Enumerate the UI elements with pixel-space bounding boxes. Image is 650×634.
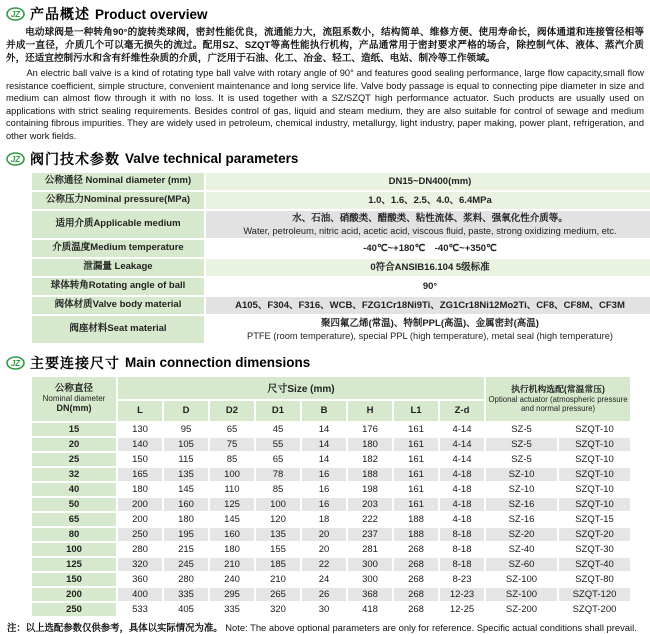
- dimension-value-cell: 100: [210, 468, 254, 481]
- dimension-row: [32, 573, 630, 586]
- dimension-value-cell: 188: [394, 513, 438, 526]
- dimension-value-cell: 14: [302, 423, 346, 436]
- dimensions-title-zh: 主要连接尺寸: [30, 354, 120, 371]
- dimension-value-cell: SZ-40: [486, 543, 557, 556]
- dimension-value-cell: SZQT-10: [559, 468, 630, 481]
- dimension-value-cell: 4-18: [440, 513, 484, 526]
- dimension-value-cell: SZ-200: [486, 603, 557, 616]
- dimension-value-cell: 268: [394, 573, 438, 586]
- dimension-value-cell: 182: [348, 453, 392, 466]
- dimensions-table: [30, 375, 632, 618]
- dimension-value-cell: 180: [348, 438, 392, 451]
- dimension-value-cell: 335: [164, 588, 208, 601]
- param-value-cell: [206, 316, 650, 343]
- param-value-cell: [206, 259, 650, 276]
- dimension-value-cell: 4-18: [440, 483, 484, 496]
- dimension-value-cell: 203: [348, 498, 392, 511]
- dimension-value-cell: 130: [118, 423, 162, 436]
- dimension-value-cell: 320: [118, 558, 162, 571]
- dimension-value-cell: SZQT-10: [559, 498, 630, 511]
- section-heading-dimensions: [6, 353, 646, 373]
- dimension-value-cell: 265: [256, 588, 300, 601]
- dimension-row: [32, 588, 630, 601]
- param-label-cell: 介质温度Medium temperature: [32, 240, 204, 257]
- dimension-value-cell: 4-14: [440, 423, 484, 436]
- dimension-value-cell: 16: [302, 498, 346, 511]
- dimension-value-cell: 405: [164, 603, 208, 616]
- dn-header-zh: 公称直径: [54, 383, 93, 395]
- dimension-value-cell: 14: [302, 453, 346, 466]
- dimension-value-cell: SZQT-30: [559, 543, 630, 556]
- dimension-value-cell: 8-18: [440, 528, 484, 541]
- dimension-value-cell: SZQT-40: [559, 558, 630, 571]
- dimension-value-cell: 55: [256, 438, 300, 451]
- overview-paragraph-zh: 电动球阀是一种转角90°的旋转类球阀，密封性能优良，流通能力大，流阻系数小，结构简单、维修方便、使用寿命长，阀体通道和连接管径相等并成一直径，介质几个可以毫无损失的流过。配用SZ、SZQT等高性能执行机构，产品通常用于密封要求严格的场合，除控制气体、液体、蒸汽介质外，还适宜控制污水和含有纤维性杂质的介质，广泛用于石油、化工、冶金、轻工、造纸、电站、制冷等工作领域。: [6, 27, 644, 64]
- dimension-value-cell: 245: [164, 558, 208, 571]
- size-col-header: L: [118, 401, 162, 421]
- dimension-value-cell: 85: [256, 483, 300, 496]
- dimension-value-cell: SZQT-20: [559, 528, 630, 541]
- dimension-value-cell: 240: [210, 573, 254, 586]
- dimension-value-cell: 16: [302, 468, 346, 481]
- dimension-value-cell: 161: [394, 438, 438, 451]
- dimension-value-cell: 20: [302, 543, 346, 556]
- dimension-row: [32, 483, 630, 496]
- size-col-header: D1: [256, 401, 300, 421]
- param-value-line-en: Water, petroleum, nitric acid, acetic acid, viscous fluid, paste, strong oxidizing medium, etc.: [243, 225, 617, 236]
- dimension-value-cell: SZQT-10: [559, 453, 630, 466]
- dimension-value-cell: 65: [256, 453, 300, 466]
- dimension-value-cell: 268: [394, 543, 438, 556]
- dimension-value-cell: 188: [348, 468, 392, 481]
- dimension-value-cell: 161: [394, 423, 438, 436]
- dimension-value-cell: 125: [210, 498, 254, 511]
- dn-value-cell: 40: [32, 483, 116, 496]
- dimension-value-cell: 18: [302, 513, 346, 526]
- dimension-value-cell: 268: [394, 603, 438, 616]
- dimensions-title-en: Main connection dimensions: [125, 355, 311, 371]
- param-label-cell: 泄漏量 Leakage: [32, 259, 204, 276]
- param-value-line-zh: 90°: [422, 280, 438, 292]
- param-value-line-zh: 水、石油、硝酸类、醋酸类、粘性流体、浆料、强氧化性介质等。: [292, 212, 568, 224]
- size-group-header: 尺寸Size (mm): [118, 377, 484, 399]
- dimension-value-cell: 215: [164, 543, 208, 556]
- size-col-header: H: [348, 401, 392, 421]
- dimension-value-cell: 12-23: [440, 588, 484, 601]
- dimension-value-cell: 161: [394, 468, 438, 481]
- param-value-cell: [206, 297, 650, 314]
- size-col-header: D2: [210, 401, 254, 421]
- dimension-value-cell: SZ-100: [486, 588, 557, 601]
- dimension-row: [32, 423, 630, 436]
- dimension-value-cell: 145: [210, 513, 254, 526]
- dimension-value-cell: 4-14: [440, 438, 484, 451]
- dn-value-cell: 200: [32, 588, 116, 601]
- dimension-value-cell: SZQT-80: [559, 573, 630, 586]
- param-value-cell: [206, 240, 650, 257]
- param-value-cell: [206, 278, 650, 295]
- dimension-value-cell: 135: [256, 528, 300, 541]
- dimension-value-cell: 300: [348, 573, 392, 586]
- size-col-header: Z-d: [440, 401, 484, 421]
- dimension-value-cell: 180: [118, 483, 162, 496]
- param-value-line-zh: DN15~DN400(mm): [388, 175, 472, 187]
- dimension-value-cell: SZQT-10: [559, 483, 630, 496]
- size-col-header: B: [302, 401, 346, 421]
- param-row: [32, 173, 650, 190]
- dimension-value-cell: 176: [348, 423, 392, 436]
- dimension-value-cell: 115: [164, 453, 208, 466]
- dimension-value-cell: 400: [118, 588, 162, 601]
- size-col-header: D: [164, 401, 208, 421]
- dimension-value-cell: 222: [348, 513, 392, 526]
- dimension-value-cell: SZ-5: [486, 453, 557, 466]
- dimension-value-cell: 185: [256, 558, 300, 571]
- dimension-row: [32, 438, 630, 451]
- dimension-value-cell: 280: [118, 543, 162, 556]
- dimension-value-cell: 280: [164, 573, 208, 586]
- param-label-cell: 适用介质Applicable medium: [32, 211, 204, 238]
- dimension-value-cell: 8-18: [440, 558, 484, 571]
- dimension-value-cell: 95: [164, 423, 208, 436]
- dimension-value-cell: SZQT-10: [559, 423, 630, 436]
- param-row: [32, 240, 650, 257]
- svg-text:JZ: JZ: [10, 10, 21, 19]
- dimension-value-cell: 4-14: [440, 453, 484, 466]
- dimension-value-cell: 145: [164, 483, 208, 496]
- dimension-value-cell: 165: [118, 468, 162, 481]
- dimension-value-cell: 180: [210, 543, 254, 556]
- dimension-value-cell: 300: [348, 558, 392, 571]
- param-value-line-zh: A105、F304、F316、WCB、FZG1Cr18Ni9Ti、ZG1Cr18Ni12Mo2Ti、CF8、CF8M、CF3M: [235, 299, 625, 311]
- dimension-value-cell: SZ-60: [486, 558, 557, 571]
- dn-header-cell: [32, 377, 116, 421]
- param-value-line-zh: 聚四氟乙烯(常温)、特制PPL(高温)、金属密封(高温): [321, 317, 539, 329]
- overview-title-en: Product overview: [95, 6, 208, 22]
- dimension-value-cell: 268: [394, 558, 438, 571]
- dimension-value-cell: 110: [210, 483, 254, 496]
- dimension-value-cell: 16: [302, 483, 346, 496]
- dimension-value-cell: 295: [210, 588, 254, 601]
- param-value-line-en: PTFE (room temperature), special PPL (high temperature), metal seal (high temperature): [247, 330, 613, 341]
- param-label-cell: 公称通径 Nominal diameter (mm): [32, 173, 204, 190]
- param-row: [32, 297, 650, 314]
- dimension-value-cell: 30: [302, 603, 346, 616]
- dn-header-en: Nominal diameter: [42, 394, 106, 404]
- footer-note-zh: 注：以上选配参数仅供参考，具体以实际情况为准。: [7, 621, 223, 633]
- dimension-value-cell: 533: [118, 603, 162, 616]
- dimension-value-cell: 200: [118, 513, 162, 526]
- parameters-table: [30, 171, 650, 345]
- brand-logo-icon: [6, 152, 25, 166]
- dimension-value-cell: 8-23: [440, 573, 484, 586]
- dimension-value-cell: 210: [256, 573, 300, 586]
- dimension-value-cell: SZ-100: [486, 573, 557, 586]
- param-label-cell: 阀座材料Seat material: [32, 316, 204, 343]
- dimension-value-cell: SZ-20: [486, 528, 557, 541]
- dimension-value-cell: 150: [118, 453, 162, 466]
- section-heading-parameters: [6, 149, 646, 169]
- dimension-row: [32, 513, 630, 526]
- dimension-value-cell: 100: [256, 498, 300, 511]
- dimension-value-cell: 12-25: [440, 603, 484, 616]
- dimension-value-cell: 135: [164, 468, 208, 481]
- actuator-header-en: Optional actuator (atmospheric pressure and normal pressure): [488, 395, 628, 414]
- param-value-cell: [206, 211, 650, 238]
- dn-value-cell: 250: [32, 603, 116, 616]
- dimension-value-cell: SZ-10: [486, 468, 557, 481]
- dimension-value-cell: SZQT-120: [559, 588, 630, 601]
- dimension-value-cell: 161: [394, 483, 438, 496]
- brand-logo-icon: [6, 7, 25, 21]
- dimension-value-cell: SZQT-15: [559, 513, 630, 526]
- dimension-value-cell: SZ-16: [486, 498, 557, 511]
- dimension-value-cell: 360: [118, 573, 162, 586]
- dn-value-cell: 125: [32, 558, 116, 571]
- dn-header-unit: DN(mm): [56, 403, 92, 414]
- dn-value-cell: 80: [32, 528, 116, 541]
- dn-value-cell: 15: [32, 423, 116, 436]
- dimension-value-cell: 161: [394, 498, 438, 511]
- param-row: [32, 278, 650, 295]
- dimension-value-cell: 4-18: [440, 498, 484, 511]
- dimension-value-cell: 26: [302, 588, 346, 601]
- dimension-row: [32, 453, 630, 466]
- dimension-value-cell: 281: [348, 543, 392, 556]
- dimension-value-cell: 418: [348, 603, 392, 616]
- dimension-value-cell: 200: [118, 498, 162, 511]
- dimension-value-cell: 268: [394, 588, 438, 601]
- dimension-value-cell: 155: [256, 543, 300, 556]
- param-row: [32, 316, 650, 343]
- param-label-cell: 阀体材质Valve body material: [32, 297, 204, 314]
- dimension-value-cell: SZ-5: [486, 423, 557, 436]
- svg-text:JZ: JZ: [10, 154, 21, 164]
- actuator-header-zh: 执行机构选配(常温常压): [511, 384, 605, 395]
- param-label-cell: 球体转角Rotating angle of ball: [32, 278, 204, 295]
- parameters-title-en: Valve technical parameters: [125, 151, 299, 167]
- dimension-value-cell: 160: [210, 528, 254, 541]
- dimension-value-cell: 120: [256, 513, 300, 526]
- dimension-value-cell: 161: [394, 453, 438, 466]
- overview-paragraph-en: An electric ball valve is a kind of rotating type ball valve with rotary angle of 90° and features good sealing performance, large flow capacity,small flow resistance coefficient, simple structure, convenient maintenance and long service life. Valve body passage is equal to connecting pipe diameter in size and medium can almost flow through it with no loss. It is used together with a SZ/SZQT high performance actuator. Such products are usually used on applications with strict sealing requirements. Besides control of gas, liquid and steam medium, they are also suitable for control of sewage and medium containing fibrous impurities. They are widely used in petroleum, chemical industry, metallurgy, light industry, paper making, power plant, refrigeration, and other work fields.: [6, 68, 644, 141]
- dimension-value-cell: 4-18: [440, 468, 484, 481]
- dimension-value-cell: SZ-16: [486, 513, 557, 526]
- section-heading-overview: [6, 4, 646, 24]
- dimension-value-cell: 188: [394, 528, 438, 541]
- dimension-value-cell: 195: [164, 528, 208, 541]
- overview-title-zh: 产品概述: [30, 6, 90, 22]
- size-col-header: L1: [394, 401, 438, 421]
- param-value-cell: [206, 192, 650, 209]
- dimension-value-cell: 210: [210, 558, 254, 571]
- param-label-cell: 公称压力Nominal pressure(MPa): [32, 192, 204, 209]
- dimension-row: [32, 468, 630, 481]
- dn-value-cell: 50: [32, 498, 116, 511]
- dimensions-header-row-1: [32, 377, 630, 399]
- dn-value-cell: 65: [32, 513, 116, 526]
- dimension-value-cell: 180: [164, 513, 208, 526]
- dimension-value-cell: 22: [302, 558, 346, 571]
- dimension-row: [32, 528, 630, 541]
- dimension-value-cell: 8-18: [440, 543, 484, 556]
- dn-value-cell: 150: [32, 573, 116, 586]
- dimension-value-cell: SZ-5: [486, 438, 557, 451]
- dimension-value-cell: 105: [164, 438, 208, 451]
- param-value-line-zh: -40℃~+180℃ -40℃~+350℃: [363, 242, 497, 254]
- dimension-row: [32, 558, 630, 571]
- param-value-line-zh: 0符合ANSIB16.104 5级标准: [370, 261, 490, 273]
- dimension-value-cell: 198: [348, 483, 392, 496]
- param-value-line-zh: 1.0、1.6、2.5、4.0、6.4MPa: [368, 194, 492, 206]
- dimension-value-cell: 335: [210, 603, 254, 616]
- param-row: [32, 259, 650, 276]
- svg-text:JZ: JZ: [10, 358, 21, 368]
- dimension-value-cell: 78: [256, 468, 300, 481]
- brand-logo-icon: [6, 356, 25, 370]
- dimension-value-cell: 160: [164, 498, 208, 511]
- dimension-value-cell: 24: [302, 573, 346, 586]
- dimension-value-cell: 368: [348, 588, 392, 601]
- dimension-value-cell: SZ-10: [486, 483, 557, 496]
- dimension-row: [32, 543, 630, 556]
- dimension-value-cell: SZQT-10: [559, 438, 630, 451]
- dimension-row: [32, 498, 630, 511]
- dn-value-cell: 25: [32, 453, 116, 466]
- dimension-value-cell: 45: [256, 423, 300, 436]
- dn-value-cell: 20: [32, 438, 116, 451]
- param-row: [32, 192, 650, 209]
- footer-note-en: Note: The above optional parameters are only for reference. Specific actual conditions shall prevail.: [225, 621, 637, 633]
- actuator-header-cell: [486, 377, 630, 421]
- dimension-value-cell: 320: [256, 603, 300, 616]
- footer-note: [7, 622, 646, 634]
- dimension-value-cell: 14: [302, 438, 346, 451]
- dn-value-cell: 32: [32, 468, 116, 481]
- dimension-value-cell: 250: [118, 528, 162, 541]
- dimension-value-cell: 65: [210, 423, 254, 436]
- param-value-cell: [206, 173, 650, 190]
- param-row: [32, 211, 650, 238]
- dn-value-cell: 100: [32, 543, 116, 556]
- dimension-value-cell: 140: [118, 438, 162, 451]
- dimension-value-cell: SZQT-200: [559, 603, 630, 616]
- dimension-row: [32, 603, 630, 616]
- parameters-title-zh: 阀门技术参数: [30, 150, 120, 167]
- dimension-value-cell: 237: [348, 528, 392, 541]
- dimension-value-cell: 75: [210, 438, 254, 451]
- dimension-value-cell: 85: [210, 453, 254, 466]
- dimension-value-cell: 20: [302, 528, 346, 541]
